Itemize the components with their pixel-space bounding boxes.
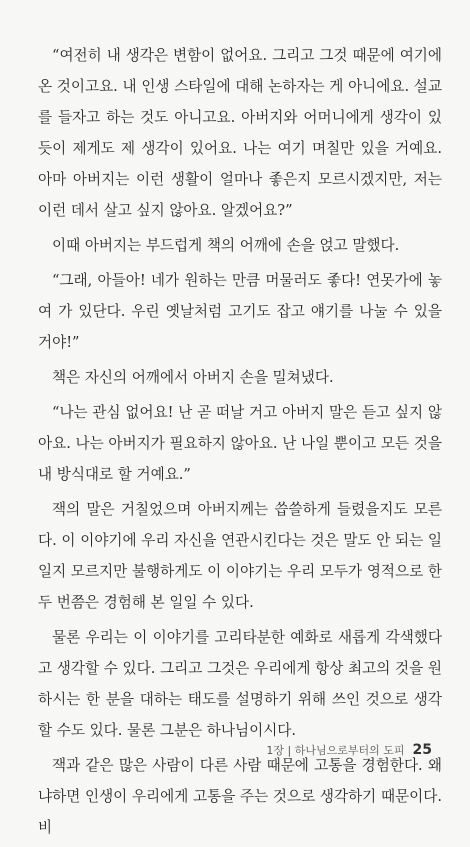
chapter-title: 1장 | 하나님으로부터의 도피 — [266, 744, 405, 757]
paragraph: 물론 우리는 이 이야기를 고리타분한 예화로 새롭게 각색했다고 생각할 수 있다. 그리고 그것은 우리에게 항상 최고의 것을 원하시는 한 분을 대하는 태도를 설명하기 위해 쓰인 것으로 생각할 수도 있다. 물론 그분은 하나님이시다. — [38, 629, 442, 739]
page-number: 25 — [412, 742, 432, 758]
page-footer — [266, 742, 432, 758]
paragraph: “나는 관심 없어요! 난 곧 떠날 거고 아버지 말은 듣고 싶지 않아요. 나는 아버지가 필요하지 않아요. 난 나일 뿐이고 모든 것을 내 방식대로 할 거예요.” — [38, 404, 442, 483]
paragraph: 책은 자신의 어깨에서 아버지 손을 밀쳐냈다. — [52, 369, 334, 386]
paragraph: “여전히 내 생각은 변함이 없어요. 그리고 그것 때문에 여기에 온 것이고요. 내 인생 스타일에 대해 논하자는 게 아니에요. 설교를 들자고 하는 것도 아니고요. 아버지와 어머니에게 생각이 있듯이 제게도 제 생각이 있어요. 나는 여기 며칠만 있을 거예요. 아마 아버지는 이런 생활이 얼마나 좋은지 모르시겠지만, 저는 이런 데서 살고 싶지 않아요. 알겠어요?” — [38, 47, 442, 219]
paragraph: “그래, 아들아! 네가 원하는 만큼 머물러도 좋다! 연못가에 놓여 가 있단다. 우린 옛날처럼 고기도 잡고 얘기를 나눌 수 있을 거야!” — [38, 272, 442, 351]
paragraph: 잭의 말은 거칠었으며 아버지께는 씁쓸하게 들렸을지도 모른다. 이 이야기에 우리 자신을 연관시킨다는 것은 말도 안 되는 일일지 모르지만 불행하게도 이 이야기는 우리 모두가 영적으로 한두 번쯤은 경험해 본 일일 수 있다. — [38, 501, 442, 611]
body-text — [38, 40, 442, 847]
paragraph: 잭과 같은 많은 사람이 다른 사람 때문에 고통을 경험한다. 왜냐하면 인생이 우리에게 고통을 주는 것으로 생각하기 때문이다. 비 — [38, 757, 442, 836]
paragraph: 이때 아버지는 부드럽게 책의 어깨에 손을 얹고 말했다. — [52, 237, 400, 254]
